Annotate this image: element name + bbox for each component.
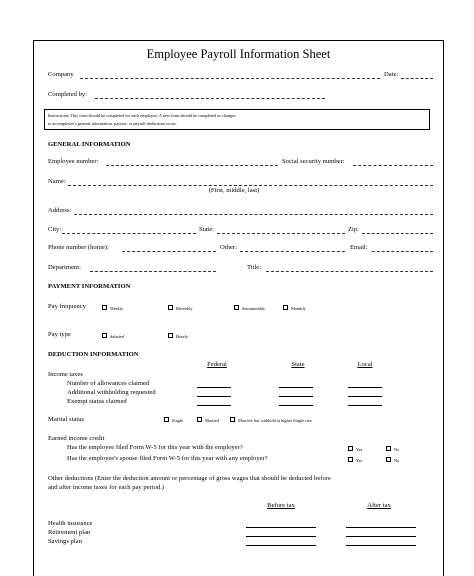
company-field[interactable]	[80, 78, 380, 79]
employee-number-label: Employee number:	[48, 158, 99, 165]
instructions-line1: Instructions: This form should be completed for each employee. A new form should be completed as changes	[48, 113, 236, 118]
ssn-field[interactable]	[353, 165, 433, 166]
date-label: Date:	[384, 71, 399, 78]
zip-field[interactable]	[362, 233, 433, 234]
biweekly-label: Biweekly	[176, 306, 193, 311]
phone-label: Phone number (home):	[48, 244, 109, 251]
salaried-checkbox[interactable]	[102, 333, 107, 338]
additional-label: Additional withholding requested	[67, 389, 156, 396]
company-label: Company	[48, 71, 74, 78]
monthly-label: Monthly	[291, 306, 306, 311]
retirement-plan-label: Retirement plan	[48, 529, 91, 536]
retirement-after-tax-field[interactable]	[346, 536, 416, 537]
instructions-line2: to an employee's general information, payrate, or payroll deductions occur.	[48, 121, 177, 126]
state-exempt-field[interactable]	[279, 405, 313, 406]
income-taxes-label: Income taxes	[48, 371, 83, 378]
federal-column: Federal	[207, 361, 227, 368]
other-deductions-line2: and after income taxes for each pay period.)	[48, 484, 165, 491]
exempt-label: Exempt status claimed	[67, 398, 127, 405]
married-higher-rate-checkbox[interactable]	[230, 417, 235, 422]
address-label: Address:	[48, 207, 72, 214]
federal-exempt-field[interactable]	[197, 405, 231, 406]
marital-status-label: Marital status	[48, 416, 85, 423]
city-label: City:	[48, 226, 62, 233]
monthly-checkbox[interactable]	[283, 305, 288, 310]
completed-by-label: Completed by:	[48, 91, 88, 98]
single-checkbox[interactable]	[164, 417, 169, 422]
savings-before-tax-field[interactable]	[246, 545, 316, 546]
semimonthly-checkbox[interactable]	[234, 305, 239, 310]
savings-plan-label: Savings plan	[48, 538, 82, 545]
single-label: Single	[172, 418, 183, 423]
city-field[interactable]	[62, 233, 196, 234]
eic-q1-no-checkbox[interactable]	[386, 446, 391, 451]
eic-q2-yes-checkbox[interactable]	[348, 457, 353, 462]
weekly-checkbox[interactable]	[102, 305, 107, 310]
eic-q1-yes-label: Yes	[356, 447, 363, 452]
form-title: Employee Payroll Information Sheet	[146, 47, 331, 61]
title-label: Title:	[247, 264, 262, 271]
date-field[interactable]	[401, 78, 433, 79]
other-field[interactable]	[240, 251, 345, 252]
married-label: Married	[205, 418, 219, 423]
salaried-label: Salaried	[110, 334, 125, 339]
married-checkbox[interactable]	[197, 417, 202, 422]
department-label: Department:	[48, 264, 81, 271]
other-label: Other:	[220, 244, 237, 251]
biweekly-checkbox[interactable]	[168, 305, 173, 310]
eic-q1-no-label: No	[394, 447, 400, 452]
general-heading: GENERAL INFORMATION	[48, 141, 131, 148]
allowances-label: Number of allowances claimed	[67, 380, 150, 387]
department-field[interactable]	[90, 271, 216, 272]
eic-heading: Earned income credit	[48, 435, 105, 442]
other-deductions-line1: Other deductions (Enter the deduction amount or percentage of gross wages that should be deducted before	[48, 475, 331, 482]
local-allowances-field[interactable]	[348, 387, 382, 388]
local-additional-field[interactable]	[348, 396, 382, 397]
eic-question-1: Has the employee filed Form W-5 for this year with the employer?	[67, 444, 243, 451]
title-field[interactable]	[266, 271, 433, 272]
after-tax-column: After tax	[367, 502, 391, 509]
employee-number-field[interactable]	[106, 165, 278, 166]
federal-additional-field[interactable]	[197, 396, 231, 397]
completed-by-field[interactable]	[95, 98, 325, 99]
eic-q1-yes-checkbox[interactable]	[348, 446, 353, 451]
local-exempt-field[interactable]	[348, 405, 382, 406]
payroll-form	[33, 40, 444, 576]
weekly-label: Weekly	[110, 306, 124, 311]
hourly-label: Hourly	[176, 334, 189, 339]
deduction-heading: DEDUCTION INFORMATION	[48, 351, 139, 358]
pay-frequency-label: Pay frequency	[48, 303, 86, 310]
pay-type-label: Pay type	[48, 331, 71, 338]
instructions-box	[44, 109, 430, 130]
zip-label: Zip:	[348, 226, 359, 233]
federal-allowances-field[interactable]	[197, 387, 231, 388]
payment-heading: PAYMENT INFORMATION	[48, 283, 131, 290]
ssn-label: Social security number:	[282, 158, 345, 165]
eic-question-2: Has the employee's spouse filed Form W-5 for this year with any employer?	[67, 455, 268, 462]
state-additional-field[interactable]	[279, 396, 313, 397]
email-label: Email:	[350, 244, 368, 251]
name-hint: (First, middle, last)	[208, 187, 260, 194]
local-column: Local	[357, 361, 373, 368]
married-higher-rate-label: Married, but withhold at higher Single rate	[238, 418, 312, 423]
eic-q2-yes-label: Yes	[356, 458, 363, 463]
eic-q2-no-checkbox[interactable]	[386, 457, 391, 462]
semimonthly-label: Semimonthly	[242, 306, 266, 311]
email-field[interactable]	[372, 251, 433, 252]
state-field[interactable]	[217, 233, 345, 234]
hourly-checkbox[interactable]	[168, 333, 173, 338]
name-field[interactable]	[68, 185, 433, 186]
health-before-tax-field[interactable]	[246, 527, 316, 528]
health-after-tax-field[interactable]	[346, 527, 416, 528]
eic-q2-no-label: No	[394, 458, 400, 463]
state-allowances-field[interactable]	[279, 387, 313, 388]
before-tax-column: Before tax	[267, 502, 295, 509]
phone-field[interactable]	[122, 251, 216, 252]
health-insurance-label: Health insurance	[48, 520, 93, 527]
retirement-before-tax-field[interactable]	[246, 536, 316, 537]
name-label: Name:	[48, 178, 66, 185]
address-field[interactable]	[74, 214, 433, 215]
state-label: State:	[199, 226, 215, 233]
savings-after-tax-field[interactable]	[346, 545, 416, 546]
state-column: State	[291, 361, 305, 368]
